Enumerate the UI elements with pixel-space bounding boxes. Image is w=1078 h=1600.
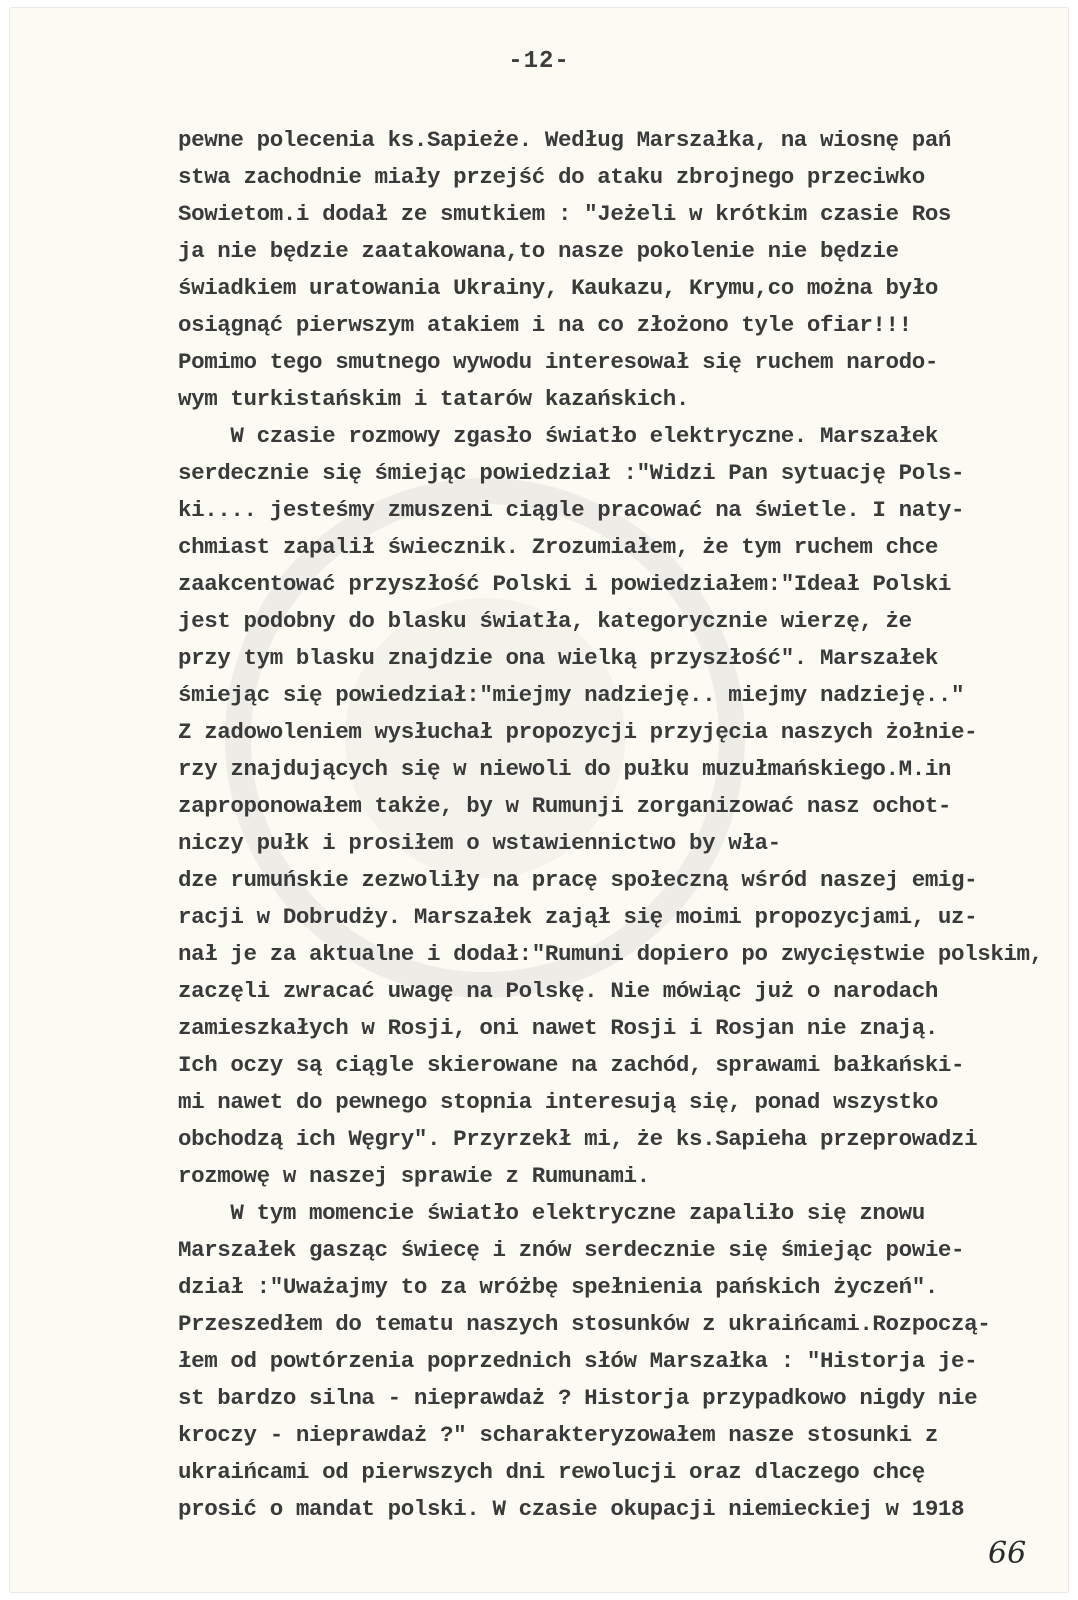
text-line: ukraińcami od pierwszych dni rewolucji oraz dlaczego chcę xyxy=(178,1459,925,1485)
text-line: st bardzo silna - nieprawdaż ? Historja przypadkowo nigdy nie xyxy=(178,1385,978,1411)
typed-text-body xyxy=(178,122,1058,1528)
text-line: obchodzą ich Węgry". Przyrzekł mi, że ks.Sapieha przeprowadzi xyxy=(178,1126,978,1152)
handwritten-folio-number: 66 xyxy=(988,1536,1027,1571)
text-line: Ich oczy są ciągle skierowane na zachód, sprawami bałkański- xyxy=(178,1052,965,1078)
text-line: jest podobny do blasku światła, kategorycznie wierzę, że xyxy=(178,608,912,634)
text-line: nał je za aktualne i dodał:"Rumuni dopiero po zwycięstwie polskim, xyxy=(178,941,1043,967)
page-number: -12- xyxy=(508,48,570,75)
text-line: świadkiem uratowania Ukrainy, Kaukazu, Krymu,co można było xyxy=(178,275,938,301)
text-line: dział :"Uważajmy to za wróżbę spełnienia pańskich życzeń". xyxy=(178,1274,938,1300)
text-line: niczy pułk i prosiłem o wstawiennictwo by wła- xyxy=(178,830,781,856)
text-line: zaakcentować przyszłość Polski i powiedziałem:"Ideał Polski xyxy=(178,571,952,597)
text-line: Przeszedłem do tematu naszych stosunków z ukraińcami.Rozpoczą- xyxy=(178,1311,991,1337)
text-line: zaczęli zwracać uwagę na Polskę. Nie mówiąc już o narodach xyxy=(178,978,938,1004)
text-line: chmiast zapalił świecznik. Zrozumiałem, że tym ruchem chce xyxy=(178,534,938,560)
text-line: ki.... jesteśmy zmuszeni ciągle pracować na świetle. I naty- xyxy=(178,497,965,523)
text-line: W czasie rozmowy zgasło światło elektryczne. Marszałek xyxy=(178,423,938,449)
text-line: przy tym blasku znajdzie ona wielką przyszłość". Marszałek xyxy=(178,645,938,671)
text-line: ja nie będzie zaatakowana,to nasze pokolenie nie będzie xyxy=(178,238,899,264)
text-line: Sowietom.i dodał ze smutkiem : "Jeżeli w krótkim czasie Ros xyxy=(178,201,952,227)
text-line: racji w Dobrudży. Marszałek zajął się moimi propozycjami, uz- xyxy=(178,904,978,930)
text-line: wym turkistańskim i tatarów kazańskich. xyxy=(178,386,689,412)
text-line: dze rumuńskie zezwoliły na pracę społeczną wśród naszej emig- xyxy=(178,867,978,893)
text-line: stwa zachodnie miały przejść do ataku zbrojnego przeciwko xyxy=(178,164,925,190)
text-line: śmiejąc się powiedział:"miejmy nadzieję.. miejmy nadzieję.." xyxy=(178,682,965,708)
text-line: rozmowę w naszej sprawie z Rumunami. xyxy=(178,1163,650,1189)
text-line: pewne polecenia ks.Sapieże. Według Marszałka, na wiosnę pań xyxy=(178,127,952,153)
text-line: osiągnąć pierwszym atakiem i na co złożono tyle ofiar!!! xyxy=(178,312,912,338)
text-line: serdecznie się śmiejąc powiedział :"Widzi Pan sytuację Pols- xyxy=(178,460,965,486)
text-line: łem od powtórzenia poprzednich słów Marszałka : "Historja je- xyxy=(178,1348,978,1374)
text-line: Pomimo tego smutnego wywodu interesował się ruchem narodo- xyxy=(178,349,938,375)
text-line: W tym momencie światło elektryczne zapaliło się znowu xyxy=(178,1200,925,1226)
text-line: Marszałek gasząc świecę i znów serdecznie się śmiejąc powie- xyxy=(178,1237,965,1263)
text-line: zamieszkałych w Rosji, oni nawet Rosji i Rosjan nie znają. xyxy=(178,1015,938,1041)
text-line: mi nawet do pewnego stopnia interesują się, ponad wszystko xyxy=(178,1089,938,1115)
text-line: rzy znajdujących się w niewoli do pułku muzułmańskiego.M.in xyxy=(178,756,952,782)
text-line: Z zadowoleniem wysłuchał propozycji przyjęcia naszych żołnie- xyxy=(178,719,978,745)
text-line: zaproponowałem także, by w Rumunji zorganizować nasz ochot- xyxy=(178,793,952,819)
document-page xyxy=(10,8,1068,1592)
text-line: prosić o mandat polski. W czasie okupacji niemieckiej w 1918 xyxy=(178,1496,965,1522)
text-line: kroczy - nieprawdaż ?" scharakteryzowałem nasze stosunki z xyxy=(178,1422,938,1448)
